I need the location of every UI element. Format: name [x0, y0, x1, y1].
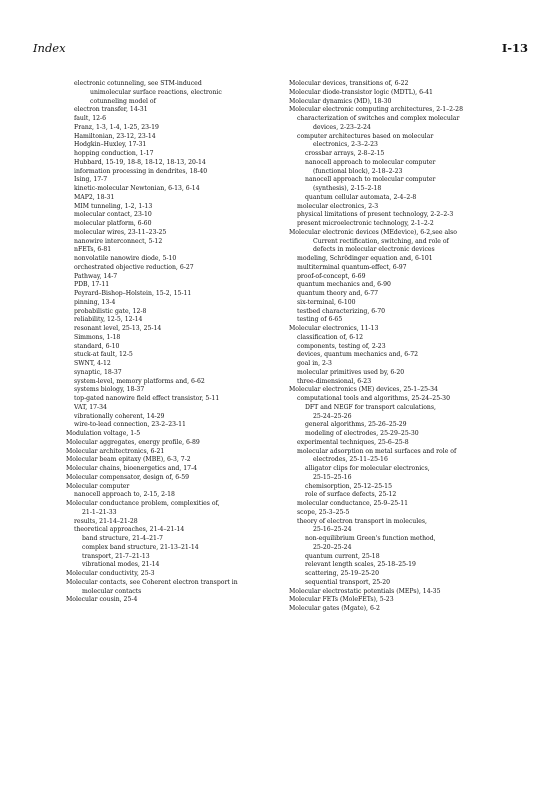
index-entry: quantum mechanics and, 6-90	[297, 281, 391, 289]
index-entry: physical limitations of present technology, 2-2–2-3	[297, 211, 454, 219]
index-entry: probabilistic gate, 12-8	[74, 307, 147, 315]
index-entry: cotunneling model of	[90, 97, 156, 105]
index-entry: MAP2, 18-31	[74, 193, 115, 201]
index-entry: top-gated nanowire field effect transistor, 5-11	[74, 395, 220, 402]
index-entry: Molecular computer	[66, 482, 130, 490]
index-entry: Molecular devices, transitions of, 6-22	[289, 80, 409, 87]
index-entry: Molecular electronics, 11-13	[289, 325, 379, 332]
index-entry: fault, 12-6	[74, 115, 107, 122]
index-entry: theoretical approaches, 21-4–21-14	[74, 526, 185, 534]
index-entry: VAT, 17-34	[74, 403, 107, 411]
index-entry: Molecular aggregates, energy profile, 6-89	[66, 438, 200, 446]
index-entry: band structure, 21-4–21-7	[82, 535, 163, 542]
index-entry: molecular adsorption on metal surfaces and role of	[297, 447, 457, 455]
index-entry: devices, quantum mechanics and, 6-72	[297, 351, 419, 359]
index-entry: wire-to-lead connection, 23-2–23-11	[74, 421, 186, 429]
index-entry: results, 21-14–21-28	[74, 517, 138, 525]
index-entry: scattering, 25-19–25-20	[305, 570, 379, 577]
index-entry: molecular conductance, 25-9–25-11	[297, 500, 409, 507]
page-number: I-13	[501, 41, 528, 55]
index-entry: Molecular electronic computing architectures, 2-1–2-28	[289, 106, 463, 114]
index-entry: Molecular conductivity, 25-3	[66, 570, 155, 577]
index-entry: present microelectronic technology, 2-1–2-2	[297, 220, 434, 227]
index-entry: Hodgkin–Huxley, 17-31	[74, 141, 147, 149]
index-column-left	[66, 80, 280, 605]
index-entry: information processing in dendrites, 18-40	[74, 167, 208, 175]
index-entry: quantum current, 25-18	[305, 552, 380, 560]
index-column-right	[289, 80, 519, 614]
index-entry: nFETs, 6-81	[74, 246, 112, 254]
index-entry: electronics, 2-3–2-23	[313, 141, 378, 149]
index-entry: molecular platform, 6-60	[74, 220, 152, 227]
index-entry: nanocell approach to molecular computer	[305, 176, 436, 184]
index-entry: (synthesis), 2-15–2-18	[313, 185, 382, 192]
index-entry: 25-24–25-26	[313, 412, 352, 420]
index-entry: relevant length scales, 25-18–25-19	[305, 561, 416, 569]
index-entry: electron transfer, 14-31	[74, 106, 148, 114]
index-entry: computational tools and algorithms, 25-24–25-30	[297, 395, 450, 402]
index-entry: reliability, 12-5, 12-14	[74, 316, 143, 324]
index-entry: pinning, 13-4	[74, 298, 116, 306]
index-entry: Simmons, 1-18	[74, 333, 121, 341]
index-entry: Molecular beam epitaxy (MBE), 6-3, 7-2	[66, 456, 191, 464]
index-entry: defects in molecular electronic devices	[313, 246, 435, 254]
index-entry: 25-15–25-16	[313, 473, 352, 481]
index-entry: DFT and NEGF for transport calculations,	[305, 403, 436, 411]
index-entry: SWNT, 4-12	[74, 360, 111, 367]
index-entry: Molecular contacts, see Coherent electron transport in	[66, 578, 238, 586]
index-entry: Pathway, 14-7	[74, 272, 118, 280]
index-entry: Molecular electronics (ME) devices, 25-1–25-34	[289, 386, 438, 394]
index-entry: role of surface defects, 25-12	[305, 491, 397, 499]
index-entry: Molecular electronic devices (MEdevice), 6-2,see also	[289, 228, 457, 236]
index-entry: systems biology, 18-37	[74, 386, 145, 394]
index-entry: Modulation voltage, 1-5	[66, 430, 141, 437]
index-entry: devices, 2-23–2-24	[313, 123, 371, 131]
index-entry: nanowire interconnect, 5-12	[74, 237, 163, 245]
index-entry: (functional block), 2-18–2-23	[313, 167, 403, 175]
index-entry: Molecular FETs (MoleFETs), 5-23	[289, 596, 394, 604]
index-entry: molecular electronics, 2-3	[297, 202, 379, 210]
index-entry: general algorithms, 25-26–25-29	[305, 421, 407, 429]
index-entry: quantum theory and, 6-77	[297, 290, 379, 297]
index-entry: molecular contacts	[82, 587, 142, 595]
index-entry: 25-16–25-24	[313, 526, 352, 534]
index-entry: scope, 25-3–25-5	[297, 508, 350, 516]
index-entry: Franz, 1-3, 1-4, 1-25, 23-19	[74, 123, 159, 131]
index-entry: MIM tunneling, 1-2, 1-13	[74, 202, 153, 210]
index-entry: Molecular architectronics, 6-21	[66, 447, 165, 455]
index-entry: non-equilibrium Green's function method,	[305, 535, 436, 542]
index-entry: hopping conduction, 1-17	[74, 150, 154, 157]
index-entry: Molecular cousin, 25-4	[66, 596, 138, 604]
index-entry: Current rectification, switching, and role of	[313, 237, 449, 245]
index-entry: molecular wires, 23-11–23-25	[74, 228, 167, 236]
index-entry: vibrationally coherent, 14-29	[74, 412, 165, 420]
index-entry: vibrational modes, 21-14	[82, 561, 160, 569]
index-entry: Molecular diode-transistor logic (MDTL), 6-41	[289, 88, 433, 96]
index-entry: PDB, 17-11	[74, 281, 110, 289]
index-entry: multiterminal quantum-effect, 6-97	[297, 263, 407, 271]
index-entry: nanocell approach to molecular computer	[305, 158, 436, 166]
index-entry: modeling of electrodes, 25-29–25-30	[305, 430, 419, 437]
index-entry: electronic cotunneling, see STM-induced	[74, 80, 202, 87]
index-entry: unimolecular surface reactions, electronic	[90, 88, 222, 96]
index-entry: orchestrated objective reduction, 6-27	[74, 263, 194, 271]
index-entry: alligator clips for molecular electronics,	[305, 465, 430, 472]
index-entry: Molecular electrostatic potentials (MEPs), 14-35	[289, 587, 441, 595]
index-entry: standard, 6-10	[74, 342, 120, 350]
index-entry: components, testing of, 2-23	[297, 342, 386, 350]
index-entry: crossbar arrays, 2-8–2-15	[305, 150, 385, 157]
index-entry: Molecular conductance problem, complexities of,	[66, 500, 220, 507]
index-entry: goal in, 2-3	[297, 360, 332, 367]
index-entry: system-level, memory platforms and, 6-62	[74, 377, 205, 385]
index-entry: Hubbard, 15-19, 18-8, 18-12, 18-13, 20-14	[74, 158, 206, 166]
index-entry: computer architectures based on molecular	[297, 132, 434, 140]
index-entry: Ising, 17-7	[74, 176, 108, 184]
index-entry: nonvolatile nanowire diode, 5-10	[74, 255, 177, 262]
index-entry: Peyrard–Bishop–Holstein, 15-2, 15-11	[74, 290, 192, 297]
index-entry: electrodes, 25-11–25-16	[313, 456, 388, 464]
index-entry: transport, 21-7–21-13	[82, 552, 150, 560]
index-entry: complex band structure, 21-13–21-14	[82, 543, 199, 551]
index-entry: 25-20–25-24	[313, 543, 352, 551]
index-entry: Molecular chains, bioenergetics and, 17-4	[66, 465, 198, 472]
index-entry: testbed characterizing, 6-70	[297, 307, 386, 315]
index-entry: 21-1–21-33	[82, 508, 117, 516]
index-entry: proof-of-concept, 6-69	[297, 272, 366, 280]
index-entry: experimental techniques, 25-6–25-8	[297, 438, 409, 446]
index-entry: characterization of switches and complex molecular	[297, 115, 460, 122]
index-entry: Molecular gates (Mgate), 6-2	[289, 605, 380, 612]
index-entry: Hamiltonian, 23-12, 23-14	[74, 132, 156, 140]
index-entry: quantum cellular automata, 2-4–2-8	[305, 193, 417, 201]
index-entry: synaptic, 18-37	[74, 368, 122, 376]
index-entry: molecular contact, 23-10	[74, 211, 152, 219]
index-entry: theory of electron transport in molecules,	[297, 517, 427, 525]
index-entry: sequential transport, 25-20	[305, 578, 391, 586]
index-entry: stuck-at fault, 12-5	[74, 351, 133, 359]
index-entry: testing of 6-65	[297, 316, 343, 324]
index-entry: chemisorption, 25-12–25-15	[305, 482, 392, 490]
index-entry: classification of, 6-12	[297, 333, 364, 341]
index-entry: nanocell approach to, 2-15, 2-18	[74, 491, 175, 499]
running-header-title: Index	[33, 41, 66, 55]
index-entry: molecular primitives used by, 6-20	[297, 368, 405, 376]
index-entry: resonant level, 25-13, 25-14	[74, 325, 162, 332]
index-entry: six-terminal, 6-100	[297, 298, 356, 306]
index-entry: modeling, Schrödinger equation and, 6-101	[297, 255, 433, 262]
index-entry: Molecular compensator, design of, 6-59	[66, 473, 190, 481]
index-entry: Molecular dynamics (MD), 18-30	[289, 97, 392, 105]
index-entry: kinetic-molecular Newtonian, 6-13, 6-14	[74, 185, 200, 192]
index-entry: three-dimensional, 6-23	[297, 377, 372, 385]
